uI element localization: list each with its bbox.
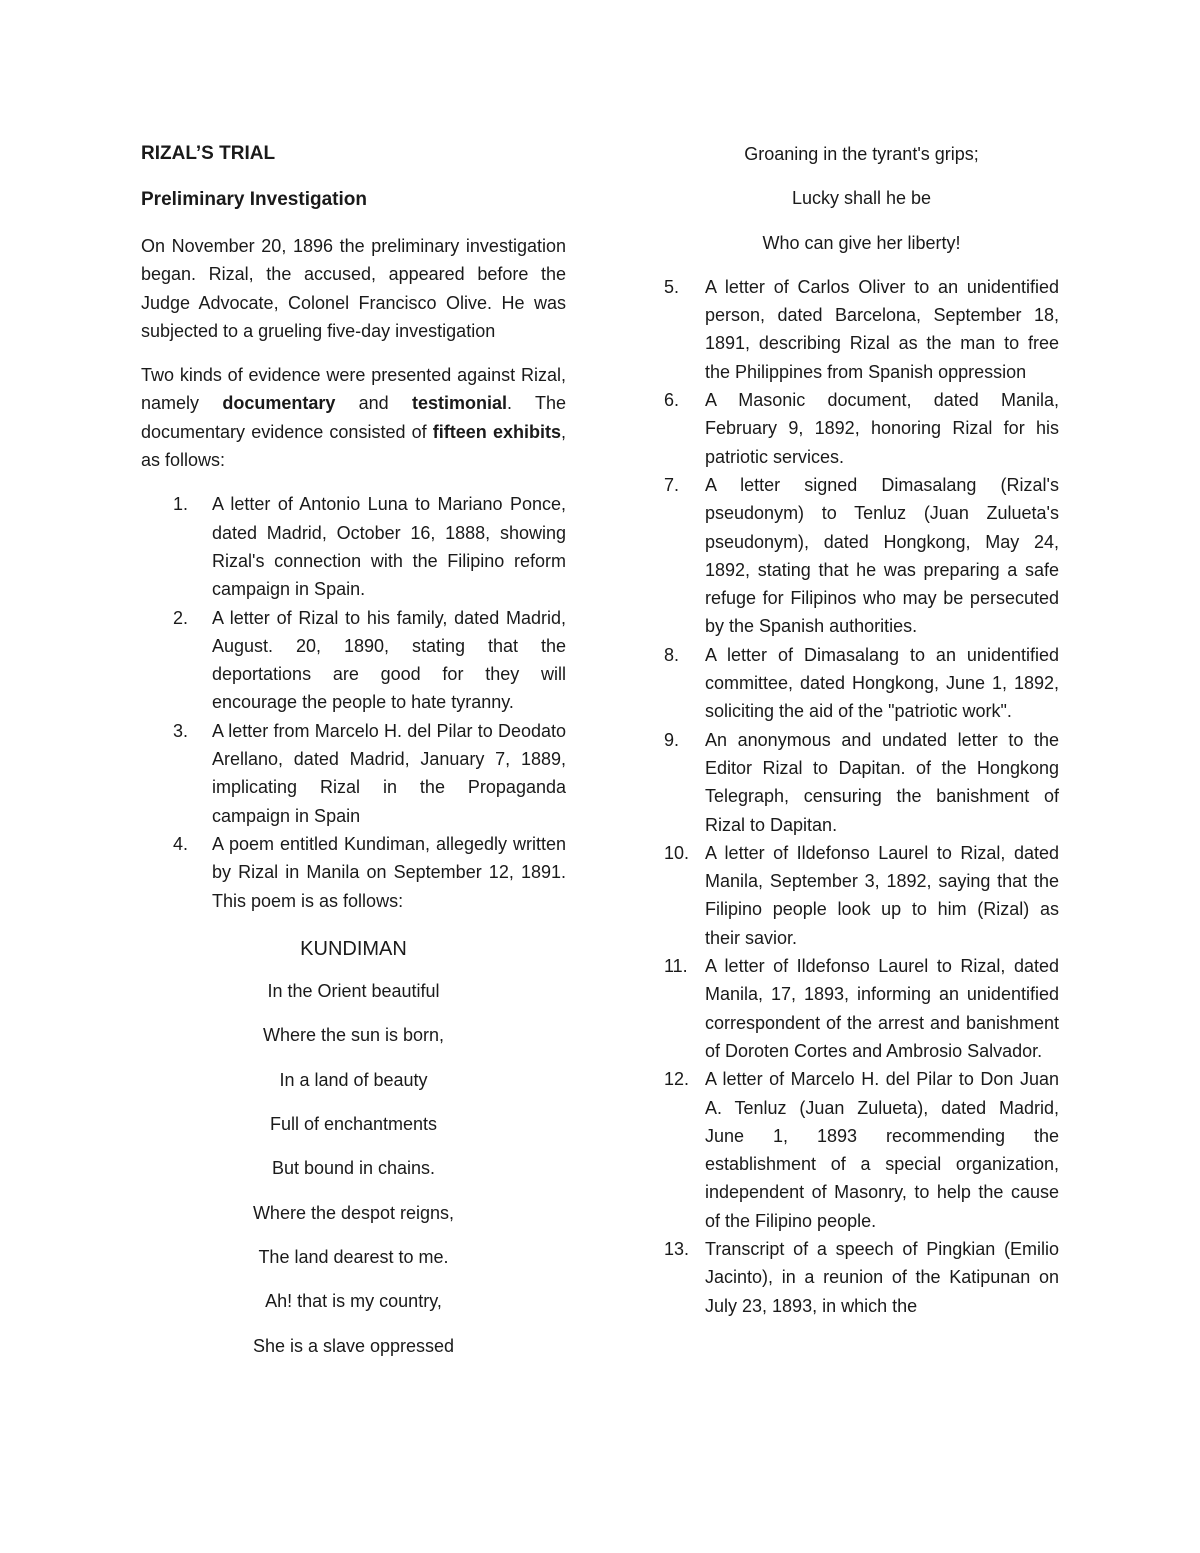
poem-line: Where the despot reigns, [252, 1202, 455, 1223]
intro-paragraph: On November 20, 1896 the preliminary investigation began. Rizal, the accused, appeared before the Judge Advocate, Colonel Francisco Olive. He was subjected to a grueling five-day investigation [141, 236, 566, 341]
list-item: 11. A letter of Ildefonso Laurel to Rizal, dated Manila, 17, 1893, informing an unidentified correspondent of the arrest and banishment of Doroten Cortes and Ambrosio Salvador. [664, 956, 1059, 1061]
list-item: 1. A letter of Antonio Luna to Mariano Ponce, dated Madrid, October 16, 1888, showing Rizal's connection with the Filipino reform campaign in Spain. [173, 494, 566, 600]
right-column [664, 140, 1059, 1320]
poem-line: In the Orient beautiful [267, 981, 440, 1002]
poem-line: Ah! that is my country, [265, 1291, 442, 1312]
list-item: 9. An anonymous and undated letter to the Editor Rizal to Dapitan. of the Hongkong Telegraph, censuring the banishment of Rizal to Dapitan. [664, 729, 1059, 835]
poem-line: But bound in chains. [271, 1158, 436, 1179]
evidence-paragraph: Two kinds of evidence were presented against Rizal, namely documentary and testimonial. The documentary evidence consisted of fifteen exhibits, as follows: [141, 365, 566, 471]
poem-line: In a land of beauty [279, 1069, 428, 1090]
list-item: 5. A letter of Carlos Oliver to an unidentified person, dated Barcelona, September 18, 1891, describing Rizal as the man to free the Philippines from Spanish oppression [664, 276, 1059, 382]
poem-line: She is a slave oppressed [252, 1335, 455, 1356]
list-item: 6. A Masonic document, dated Manila, February 9, 1892, honoring Rizal for his patriotic services. [664, 390, 1059, 467]
page-title: RIZAL’S TRIAL [141, 143, 276, 164]
exhibit-list-right [664, 273, 1059, 1320]
list-item: 7. A letter signed Dimasalang (Rizal's pseudonym) to Tenluz (Juan Zulueta's pseudonym), dated Hongkong, May 24, 1892, stating that he was preparing a safe refuge for Filipinos who may be persecuted by the Spanish authorities. [664, 474, 1059, 637]
list-item: 10. A letter of Ildefonso Laurel to Rizal, dated Manila, September 3, 1892, saying that the Filipino people look up to him (Rizal) as their savior. [664, 842, 1059, 948]
poem-line: Lucky shall he be [791, 188, 932, 209]
list-item: 8. A letter of Dimasalang to an unidentified committee, dated Hongkong, June 1, 1892, soliciting the aid of the "patriotic work". [664, 644, 1059, 722]
poem-line: The land dearest to me. [258, 1246, 449, 1267]
left-column [141, 140, 566, 1376]
poem-line: Who can give her liberty! [762, 232, 961, 253]
section-heading: Preliminary Investigation [141, 189, 367, 210]
list-item: 13. Transcript of a speech of Pingkian (Emilio Jacinto), in a reunion of the Katipunan on July 23, 1893, in which the [664, 1238, 1059, 1316]
list-item: 4. A poem entitled Kundiman, allegedly written by Rizal in Manila on September 12, 1891. This poem is as follows: [173, 833, 566, 911]
poem-title: KUNDIMAN [300, 937, 407, 960]
list-item: 3. A letter from Marcelo H. del Pilar to Deodato Arellano, dated Madrid, January 7, 1889, implicating Rizal in the Propaganda campaign in Spain [173, 720, 566, 826]
exhibit-list-left [141, 490, 566, 914]
list-item: 2. A letter of Rizal to his family, dated Madrid, August. 20, 1890, stating that the deportations are good for they will encourage the people to hate tyranny. [173, 607, 566, 713]
list-item: 12. A letter of Marcelo H. del Pilar to Don Juan A. Tenluz (Juan Zulueta), dated Madrid, June 1, 1893 recommending the establishment of a special organization, independent of Masonry, to help the cause of the Filipino people. [664, 1069, 1059, 1231]
poem-line: Where the sun is born, [262, 1025, 445, 1046]
poem-line: Full of enchantments [269, 1114, 438, 1135]
poem-line: Groaning in the tyrant's grips; [744, 144, 979, 164]
